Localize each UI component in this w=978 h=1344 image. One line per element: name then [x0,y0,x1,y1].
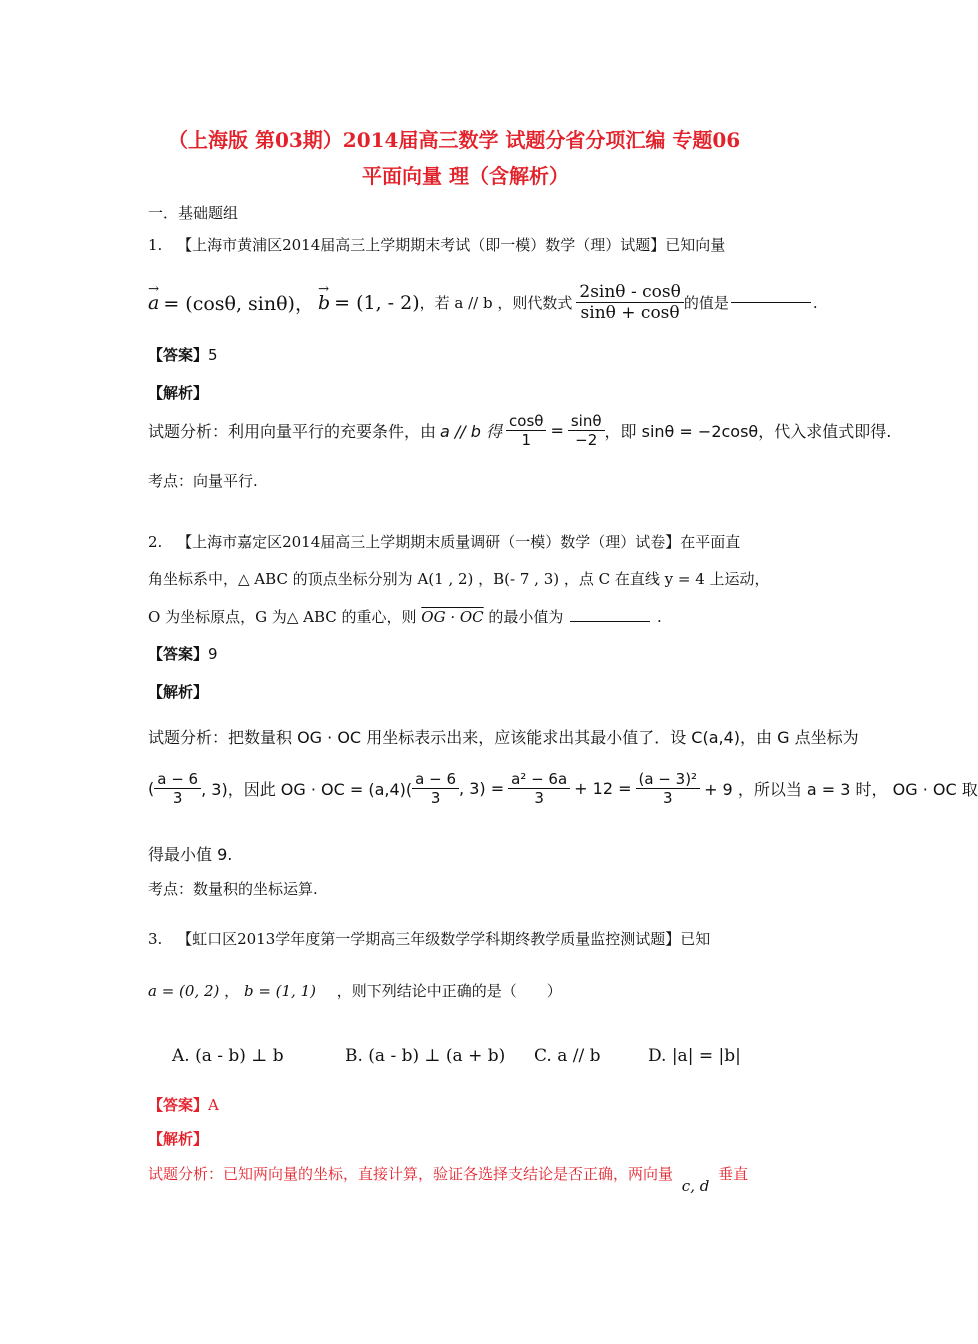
q2-analysis-line2 [148,770,978,807]
q3-comma: ， [224,982,240,1000]
q2-a2-frac2-den: 3 [430,789,441,807]
q2-kaodian: 考点：数量积的坐标运算. [148,880,318,898]
q3-vector-a: a = (0, 2) [148,982,220,1000]
q3-option-b: B. (a - b) ⊥ (a + b) [345,1046,506,1066]
q1-tail: 的值是 [683,294,729,312]
q2-analysis-line1: 试题分析：把数量积 OG · OC 用坐标表示出来，应该能求出其最小值了．设 C(a,4)，由 G 点坐标为 [148,728,859,747]
q2-a2-frac3 [508,770,570,807]
q2-a2-frac2 [412,770,459,807]
q1-header [148,234,725,255]
q2-line3 [148,606,662,627]
q2-a2-mid2: , 3) = [459,779,505,798]
q3-analysis-tail: 垂直 [718,1165,749,1183]
q2-analysis-label: 【解析】 [148,683,209,701]
q1-fraction [576,282,683,323]
q2-a2-mid3: + 12 = [574,779,632,798]
title-line2: 平面向量 理（含解析） [362,164,569,188]
section-heading: 一．基础题组 [148,204,239,222]
q3-number: 3. [148,930,163,948]
q1-fraction-denominator: sinθ + cosθ [580,303,680,323]
q3-header [148,928,710,949]
q1-formula-b: = (1, - 2) [334,291,420,314]
q2-number: 2. [148,533,163,551]
q1-formula-a: = (cosθ, sinθ)， [163,293,314,315]
q2-a2-frac3-num: a² − 6a [508,770,570,789]
q1-number: 1. [148,236,163,254]
q3-analysis-cd: c, d [681,1177,710,1195]
q1-answer-label: 【答案】 [148,346,209,364]
vector-b: → b [318,292,330,314]
q3-answer-label: 【答案】 [148,1096,209,1114]
q1-fraction-numerator: 2sinθ - cosθ [576,282,683,303]
q2-a2-frac4-num: (a − 3)² [636,770,701,789]
q1-kaodian: 考点：向量平行. [148,472,258,490]
q2-line3-post: 的最小值为 [488,608,564,626]
q2-a2-tail: + 9 ，所以当 a = 3 时， OG · OC 取 [704,780,978,799]
q3-option-c: C. a // b [534,1046,601,1066]
q2-header [148,531,740,552]
q2-analysis-line3: 得最小值 9. [148,845,233,864]
q2-a2-frac1-num: a − 6 [154,770,201,789]
q2-line2: 角坐标系中，△ ABC 的顶点坐标分别为 A(1 , 2) ，B(- 7 , 3) ，点 C 在直线 y = 4 上运动， [148,570,770,588]
q1-analysis-post: ，即 sinθ = −2cosθ，代入求值式即得. [604,422,892,441]
q1-answer [148,344,218,365]
q1-frac2-den: −2 [575,431,598,449]
q2-line3-pre: O 为坐标原点，G 为△ ABC 的重心，则 [148,608,417,626]
q2-a2-mid1: , 3)，因此 OG · OC = (a,4)( [201,780,413,799]
q2-answer-label: 【答案】 [148,645,209,663]
q2-answer-value: 9 [208,645,218,663]
q1-analysis-frac2 [568,412,605,449]
q1-frac1-num: cosθ [506,412,546,431]
q3-question-text: ，则下列结论中正确的是（ ） [336,982,562,1000]
q1-analysis-eq: = [550,421,564,440]
q1-frac1-den: 1 [521,431,532,449]
q1-analysis-frac1 [506,412,546,449]
q1-answer-blank [731,302,811,303]
q1-analysis [148,412,891,449]
q3-vector-b: b = (1, 1) [243,982,316,1000]
q2-a2-frac1-den: 3 [172,789,183,807]
q3-answer-value: A [208,1096,219,1114]
q1-frac2-num: sinθ [568,412,605,431]
q2-a2-frac4 [636,770,701,807]
q2-a2-frac2-num: a − 6 [412,770,459,789]
q3-option-a: A. (a - b) ⊥ b [172,1046,284,1066]
q2-answer [148,643,218,664]
q2-a2-frac3-den: 3 [534,789,544,807]
q2-line3-vectors: OG · OC [421,608,484,626]
q3-option-d: D. |a| = |b| [648,1046,741,1066]
q2-end: . [657,608,662,626]
q2-a2-open: ( [148,779,155,798]
q3-analysis-label: 【解析】 [148,1130,209,1148]
q1-statement [148,282,818,323]
q3-analysis [148,1163,749,1195]
q1-analysis-pre: 试题分析：利用向量平行的充要条件，由 [148,422,437,441]
q1-source: 【上海市黄浦区2014届高三上学期期末考试（即一模）数学（理）试题】已知向量 [177,236,726,254]
q1-condition: ，若 a // b ，则代数式 [419,294,573,312]
q2-a2-frac4-den: 3 [663,789,673,807]
q1-end: . [812,293,818,312]
q3-source: 【虹口区2013学年度第一学期高三年级数学学科期终教学质量监控测试题】已知 [177,930,711,948]
q1-analysis-label: 【解析】 [148,384,209,402]
q2-a2-frac1 [154,770,201,807]
title-line1: （上海版 第03期）2014届高三数学 试题分省分项汇编 专题06 [168,128,741,152]
q2-source: 【上海市嘉定区2014届高三上学期期末质量调研（一模）数学（理）试卷】在平面直 [177,533,741,551]
q2-answer-blank [570,621,650,622]
q3-analysis-text: 试题分析：已知两向量的坐标，直接计算，验证各选择支结论是否正确，两向量 [148,1165,674,1183]
q1-analysis-parallel: a // b 得 [440,422,503,441]
q3-vectors [148,980,562,1001]
vector-a: → a [148,292,159,314]
q1-answer-value: 5 [208,346,218,364]
q3-answer [148,1094,219,1115]
